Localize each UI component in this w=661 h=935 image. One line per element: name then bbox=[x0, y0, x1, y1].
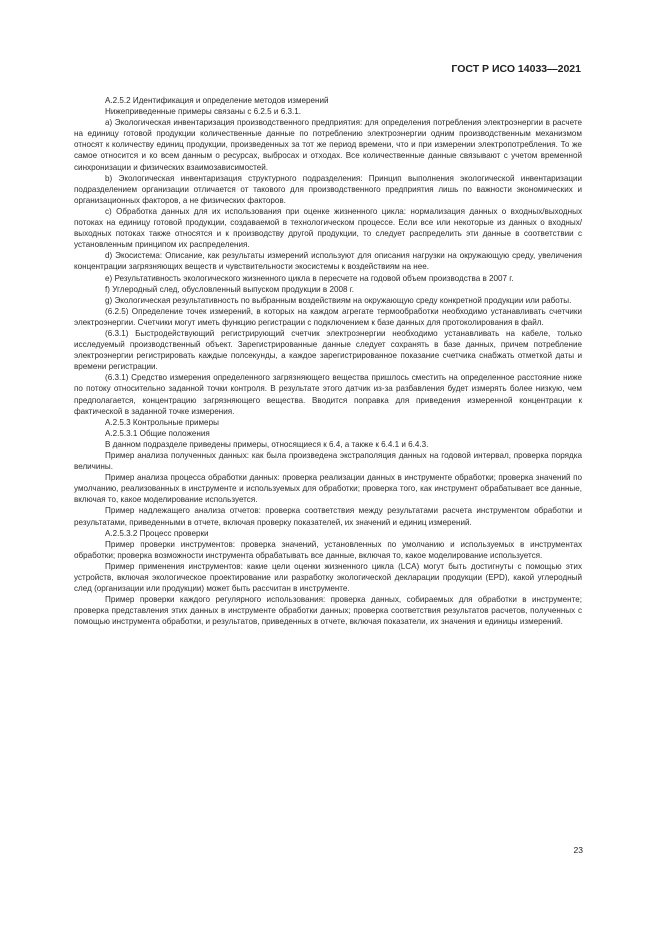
standard-code-header: ГОСТ Р ИСО 14033—2021 bbox=[451, 63, 581, 75]
section-heading: А.2.5.3.1 Общие положения bbox=[105, 428, 210, 438]
paragraph: Пример применения инструментов: какие цели оценки жизненного цикла (LCA) могут быть достигнуты с помощью этих устройств, включая экологическое проектирование или разработку экологической декларации продукции (EPD), какой углеродный след (организации или продукции) может быть рассчитан в инструменте. bbox=[74, 561, 582, 594]
paragraph: (6.2.5) Определение точек измерений, в которых на каждом агрегате термообработки необходимо устанавливать счетчики электроэнергии. Счетчики могут иметь функцию регистрации с подключением к базе данных для протоколирования в файл. bbox=[74, 306, 582, 327]
list-item: c) Обработка данных для их использования при оценке жизненного цикла: нормализация данных о входных/выходных потоках на единицу готовой продукции, создаваемой в технологическом процессе. Если все или некоторые из данных о входных/выходных потоках также относятся и к производству другой продукции, то следует распределить эти данные в соответствии с установленным принципом их распределения. bbox=[74, 206, 582, 250]
paragraph: Пример надлежащего анализа отчетов: проверка соответствия между результатами расчета инструментом обработки и результатами, приведенными в отчете, включая проверку показателей, их значений и единиц измерений. bbox=[74, 506, 582, 527]
paragraph: В данном подразделе приведены примеры, относящиеся к 6.4, а также к 6.4.1 и 6.4.3. bbox=[105, 439, 429, 449]
paragraph: (6.3.1) Быстродействующий регистрирующий счетчик электроэнергии необходимо устанавливать на кабеле, только исследуемый производственный объект. Зарегистрированные данные следует сохранять в базе данных, причем потребление электроэнергии регистрировать каждые полсекунды, а каждое зарегистрированное показание счетчика снабжать отметкой даты и времени регистрации. bbox=[74, 328, 582, 372]
list-item: g) Экологическая результативность по выбранным воздействиям на окружающую среду конкретной продукции или работы. bbox=[105, 295, 572, 305]
section-heading: А.2.5.3.2 Процесс проверки bbox=[105, 528, 209, 538]
paragraph: Пример проверки инструментов: проверка значений, установленных по умолчанию и используемых в инструментах обработки; проверка возможности инструмента обрабатывать все данные, включая то, какое моделирование используется. bbox=[74, 539, 582, 560]
paragraph: (6.3.1) Средство измерения определенного загрязняющего вещества пришлось сместить на определенное расстояние ниже по потоку относительно заданной точки контроля. В результате этого датчик из-за разбавления будет измерять более низкую, чем предполагается, концентрацию загрязняющего вещества. Вводится поправка для приведения измеренной концентрации к фактической в заданной точке измерения. bbox=[74, 373, 582, 416]
page-number: 23 bbox=[573, 845, 583, 855]
list-item: b) Экологическая инвентаризация структурного подразделения: Принцип выполнения экологической инвентаризации подразделением организации отличается от такового для производственного предприятия лишь по важности экономических и организационных факторов, а не физических факторов. bbox=[74, 173, 582, 205]
section-heading: А.2.5.3 Контрольные примеры bbox=[105, 417, 219, 427]
list-item: a) Экологическая инвентаризация производственного предприятия: для определения потребления электроэнергии в расчете на единицу готовой продукции количественные данные по потреблению электроэнергии одним производственным механизмом относят к количеству единиц продукции, произведенных за тот же период времени, что и при измерении электропотребления. То же самое относится и ко всем данным о ресурсах, выбросах и отходах. Все количественные данные связывают с учетом временной синхронизации и физических взаимозависимостей. bbox=[74, 118, 582, 172]
paragraph: Пример анализа процесса обработки данных: проверка реализации данных в инструменте обработки; проверка значений по умолчанию, реализованных в инструменте и используемых для обработки; проверка того, как инструмент обрабатывает все данные, включая то, какое моделирование используется. bbox=[74, 473, 582, 505]
document-body bbox=[74, 95, 582, 628]
list-item: f) Углеродный след, обусловленный выпуском продукции в 2008 г. bbox=[105, 284, 354, 294]
list-item: d) Экосистема: Описание, как результаты измерений используют для описания нагрузки на окружающую среду, увеличения концентрации загрязняющих веществ и чувствительности экосистемы к воздействиям на нее. bbox=[74, 251, 582, 272]
list-item: e) Результативность экологического жизненного цикла в пересчете на годовой объем производства в 2007 г. bbox=[105, 273, 514, 283]
paragraph: Пример анализа полученных данных: как была произведена экстраполяция данных на годовой интервал, проверка порядка величины. bbox=[74, 451, 582, 472]
paragraph: Нижеприведенные примеры связаны с 6.2.5 и 6.3.1. bbox=[105, 107, 301, 117]
paragraph: Пример проверки каждого регулярного использования: проверка данных, собираемых для обработки в инструменте; проверка представления этих данных в инструменте обработки данных; проверка соответствия результатов расчетов, полученных с помощью инструмента обработки, и результатов, приведенных в отчете, включая показатели, их значения и единицы измерений. bbox=[74, 595, 582, 627]
section-heading: А.2.5.2 Идентификация и определение методов измерений bbox=[105, 96, 329, 105]
